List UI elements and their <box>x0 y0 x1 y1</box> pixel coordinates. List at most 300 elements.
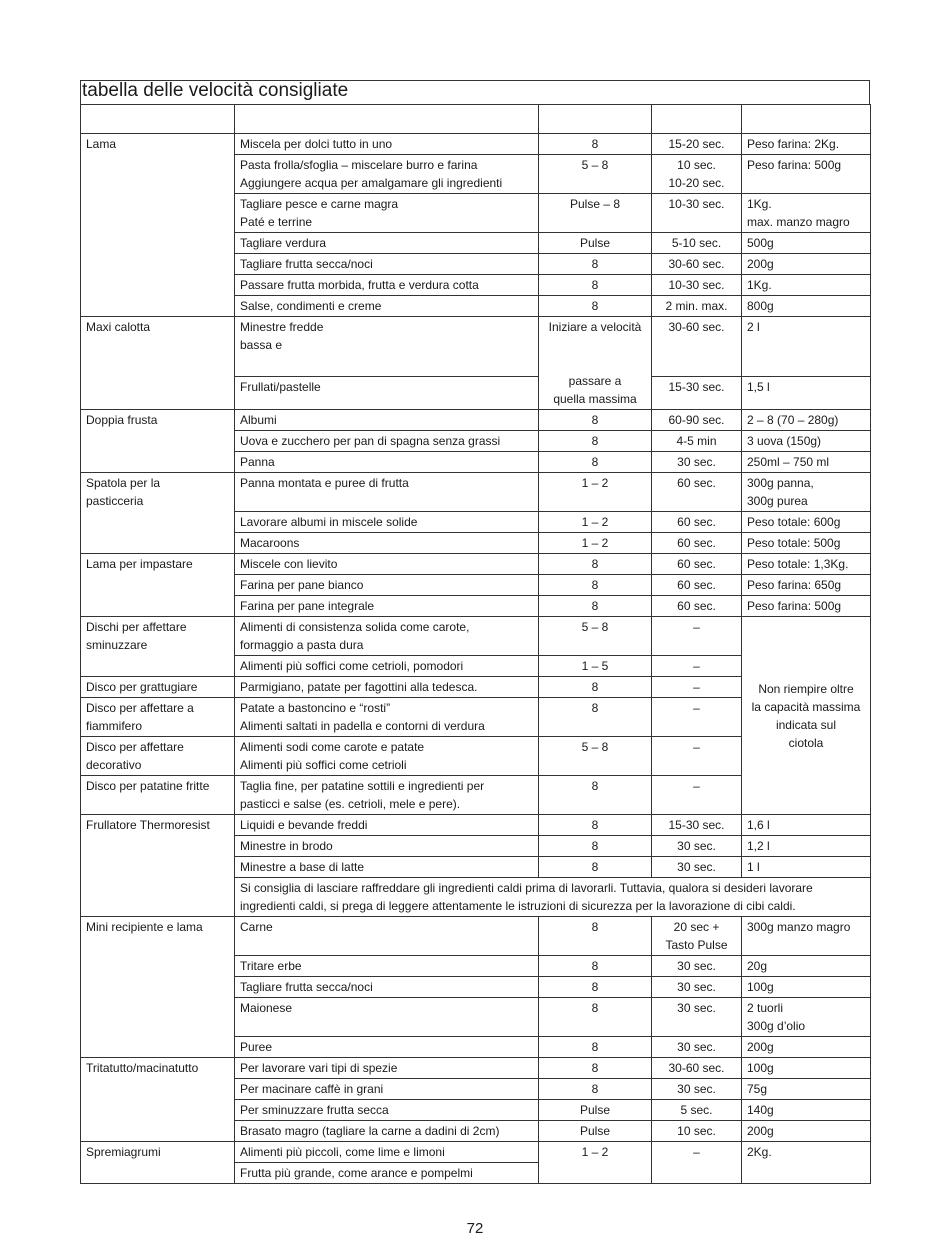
quantity-cell-line: 200g <box>747 257 774 271</box>
attachment-cell <box>81 737 235 776</box>
use-cell <box>235 617 539 656</box>
use-cell-line: Passare frutta morbida, frutta e verdura cotta <box>240 278 479 292</box>
use-cell-line: Alimenti di consistenza solida come carote, <box>240 620 470 634</box>
attachment-cell-line: fiammifero <box>86 719 143 733</box>
use-cell <box>235 1079 539 1100</box>
time-cell-line: 4-5 min <box>676 434 717 448</box>
speed-cell-line: 8 <box>591 578 599 592</box>
attachment-cell <box>81 815 235 917</box>
speed-cell <box>539 155 652 194</box>
quantity-cell-line: 1,5 l <box>747 380 770 395</box>
use-cell <box>235 473 539 512</box>
use-cell-line: Patate a bastoncino e “rosti” <box>240 701 391 715</box>
use-cell <box>235 815 539 836</box>
quantity-cell <box>742 857 871 878</box>
attachment-cell-line: pasticceria <box>86 494 144 508</box>
speed-cell <box>539 1037 652 1058</box>
quantity-cell <box>742 296 871 317</box>
quantity-cell <box>742 194 871 233</box>
quantity-cell-line: 200g <box>747 1040 774 1054</box>
quantity-cell <box>742 1079 871 1100</box>
header-cell <box>81 105 235 134</box>
use-cell <box>235 194 539 233</box>
quantity-cell <box>742 956 871 977</box>
quantity-cell-line: 1Kg. <box>747 197 772 211</box>
speed-cell-line: 8 <box>591 557 599 571</box>
quantity-cell-line: 800g <box>747 299 774 313</box>
time-cell-line: – <box>693 620 700 634</box>
time-cell-line: – <box>693 740 700 754</box>
speed-cell <box>539 533 652 554</box>
speed-cell <box>539 275 652 296</box>
speed-table-document <box>80 80 870 1184</box>
quantity-cell-line: 20g <box>747 959 768 973</box>
speed-cell-line: 5 – 8 <box>581 158 609 172</box>
table-row <box>81 917 871 956</box>
quantity-cell-line: Peso farina: 2Kg. <box>747 137 840 151</box>
time-cell <box>652 836 742 857</box>
time-cell <box>652 410 742 431</box>
speed-cell-line: Pulse <box>579 1124 611 1138</box>
quantity-cell-line: 2 l <box>747 320 760 334</box>
use-cell <box>235 656 539 677</box>
use-cell <box>235 317 539 377</box>
recommended-speeds-table <box>80 104 871 1184</box>
speed-cell <box>539 410 652 431</box>
time-cell <box>652 1121 742 1142</box>
speed-cell-line: 1 – 2 <box>581 536 609 550</box>
table-row <box>81 410 871 431</box>
speed-cell-line: 8 <box>591 599 599 613</box>
attachment-cell <box>81 917 235 1058</box>
time-cell <box>652 512 742 533</box>
speed-cell <box>539 698 652 737</box>
time-cell-line: 60 sec. <box>677 515 716 529</box>
time-cell-line: 60 sec. <box>677 536 716 550</box>
quantity-cell-line: 1,6 l <box>747 818 770 832</box>
attachment-cell-line: Disco per affettare <box>86 740 184 754</box>
time-cell <box>652 737 742 776</box>
header-cell <box>235 105 539 134</box>
time-cell-line: – <box>693 680 700 694</box>
attachment-cell-line: Disco per grattugiare <box>86 680 198 694</box>
attachment-cell-line: Doppia frusta <box>86 413 158 427</box>
quantity-cell <box>742 1121 871 1142</box>
speed-cell <box>539 1142 652 1184</box>
attachment-cell <box>81 1142 235 1184</box>
header-row <box>81 105 871 134</box>
speed-cell-line: 8 <box>591 137 599 151</box>
time-cell-line: 30 sec. <box>677 860 716 874</box>
quantity-cell-line: 500g <box>747 236 774 250</box>
time-cell-line: 30 sec. <box>677 959 716 973</box>
time-cell-line: 10 sec. <box>677 1124 716 1138</box>
use-cell <box>235 677 539 698</box>
use-cell-line: Miscele con lievito <box>240 557 338 571</box>
speed-cell-line: 8 <box>591 299 599 313</box>
quantity-cell-line: 75g <box>747 1082 768 1096</box>
speed-cell <box>539 677 652 698</box>
speed-cell <box>539 296 652 317</box>
speed-cell <box>539 554 652 575</box>
quantity-cell-line: 2Kg. <box>747 1145 772 1159</box>
time-cell <box>652 698 742 737</box>
speed-cell-line: 8 <box>591 860 599 874</box>
use-cell-line: pasticci e salse (es. cetrioli, mele e pere). <box>240 797 461 811</box>
use-cell-line: Macaroons <box>240 536 300 550</box>
quantity-cell <box>742 533 871 554</box>
use-cell-line: Tagliare pesce e carne magra <box>240 197 399 211</box>
use-cell-line: Per lavorare vari tipi di spezie <box>240 1061 398 1075</box>
use-cell <box>235 575 539 596</box>
quantity-cell-line: Peso totale: 500g <box>747 536 841 550</box>
quantity-cell <box>742 134 871 155</box>
speed-cell <box>539 512 652 533</box>
use-cell <box>235 1100 539 1121</box>
speed-cell <box>539 1079 652 1100</box>
speed-cell-line: 8 <box>591 980 599 994</box>
time-cell-line: 5-10 sec. <box>671 236 722 250</box>
table-row <box>81 815 871 836</box>
speed-cell <box>539 452 652 473</box>
use-cell-line: Parmigiano, patate per fagottini alla tedesca. <box>240 680 478 694</box>
speed-cell-line: 1 – 2 <box>581 476 609 490</box>
time-cell <box>652 254 742 275</box>
header-cell <box>652 105 742 134</box>
attachment-cell <box>81 1058 235 1142</box>
speed-cell <box>539 575 652 596</box>
speed-cell-line: quella massima <box>553 392 637 406</box>
speed-cell-line: 8 <box>591 1061 599 1075</box>
quantity-cell <box>742 1058 871 1079</box>
quantity-cell-line: 300g d’olio <box>747 1019 806 1033</box>
quantity-cell-line: 2 – 8 (70 – 280g) <box>747 413 839 427</box>
speed-cell <box>539 194 652 233</box>
attachment-cell <box>81 134 235 317</box>
quantity-cell-line: 250ml – 750 ml <box>747 455 830 469</box>
use-cell <box>235 857 539 878</box>
use-cell <box>235 776 539 815</box>
quantity-cell-line: 1Kg. <box>747 278 772 292</box>
attachment-cell-line: Spremiagrumi <box>86 1145 161 1159</box>
use-cell <box>235 1037 539 1058</box>
quantity-cell-line: 200g <box>747 1124 774 1138</box>
speed-cell <box>539 1121 652 1142</box>
speed-cell-line: 8 <box>591 818 599 832</box>
use-cell-line: Brasato magro (tagliare la carne a dadini di 2cm) <box>240 1124 500 1138</box>
use-cell-line: Minestre a base di latte <box>240 860 365 874</box>
use-cell-line: Alimenti saltati in padella e contorni di verdura <box>240 719 485 733</box>
time-cell <box>652 1037 742 1058</box>
time-cell <box>652 377 742 410</box>
attachment-cell-line: Lama per impastare <box>86 557 193 571</box>
use-cell-line: Tagliare frutta secca/noci <box>240 980 373 994</box>
quantity-cell <box>742 1037 871 1058</box>
use-cell <box>235 698 539 737</box>
time-cell <box>652 194 742 233</box>
time-cell <box>652 977 742 998</box>
speed-cell <box>539 1100 652 1121</box>
speed-cell-line: 8 <box>591 839 599 853</box>
speed-cell-line: Pulse <box>579 1103 611 1117</box>
attachment-cell-line: Lama <box>86 137 117 151</box>
use-cell <box>235 977 539 998</box>
time-cell-line: – <box>693 701 700 715</box>
attachment-cell <box>81 554 235 617</box>
quantity-cell <box>742 275 871 296</box>
use-cell <box>235 410 539 431</box>
quantity-cell <box>742 917 871 956</box>
disc-capacity-note-line: indicata sul <box>775 717 837 732</box>
time-cell-line: 10-30 sec. <box>668 278 725 292</box>
safety-note-cell-line: ingredienti caldi, si prega di leggere attentamente le istruzioni di sicurezza per la lavorazione di cibi caldi. <box>240 899 796 913</box>
attachment-cell <box>81 776 235 815</box>
time-cell-line: 60 sec. <box>677 557 716 571</box>
use-cell-line: Albumi <box>240 413 277 427</box>
time-cell <box>652 296 742 317</box>
use-cell-line: Pasta frolla/sfoglia – miscelare burro e farina <box>240 158 478 172</box>
use-cell-line: Alimenti più soffici come cetrioli, pomodori <box>240 659 464 673</box>
use-cell <box>235 452 539 473</box>
time-cell <box>652 155 742 194</box>
time-cell <box>652 998 742 1037</box>
quantity-cell <box>742 317 871 377</box>
attachment-cell-line: Disco per patatine fritte <box>86 779 210 793</box>
use-cell-line: Liquidi e bevande freddi <box>240 818 368 832</box>
time-cell <box>652 617 742 656</box>
page-number: 72 <box>466 1220 484 1237</box>
time-cell <box>652 857 742 878</box>
speed-cell <box>539 998 652 1037</box>
quantity-cell-line: 300g manzo magro <box>747 920 851 934</box>
use-cell-line: Salse, condimenti e creme <box>240 299 382 313</box>
speed-cell <box>539 317 652 410</box>
use-cell-line: formaggio a pasta dura <box>240 638 364 652</box>
use-cell-line: Farina per pane bianco <box>240 578 364 592</box>
use-cell <box>235 1163 539 1184</box>
header-cell <box>742 105 871 134</box>
speed-cell-line: 5 – 8 <box>581 620 609 634</box>
speed-cell <box>539 917 652 956</box>
quantity-cell-line: 2 tuorli <box>747 1001 784 1015</box>
use-cell-line: Alimenti sodi come carote e patate <box>240 740 425 754</box>
table-row <box>81 473 871 512</box>
quantity-cell <box>742 431 871 452</box>
speed-cell <box>539 815 652 836</box>
speed-cell <box>539 956 652 977</box>
quantity-cell-line: 300g panna, <box>747 476 814 490</box>
quantity-cell-line: Peso totale: 1,3Kg. <box>747 557 849 571</box>
quantity-cell-line: Peso totale: 600g <box>747 515 841 529</box>
use-cell <box>235 512 539 533</box>
time-cell-line: 30 sec. <box>677 839 716 853</box>
use-cell-line: Frullati/pastelle <box>240 380 321 395</box>
speed-cell <box>539 776 652 815</box>
use-cell <box>235 836 539 857</box>
speed-cell-line: 5 – 8 <box>581 740 609 754</box>
disc-capacity-note-line: ciotola <box>788 735 824 750</box>
use-cell <box>235 596 539 617</box>
speed-cell <box>539 617 652 656</box>
quantity-cell-line: max. manzo magro <box>747 215 850 229</box>
attachment-cell-line: Tritatutto/macinatutto <box>86 1061 199 1075</box>
use-cell-line: Miscela per dolci tutto in uno <box>240 137 393 151</box>
use-cell <box>235 275 539 296</box>
use-cell-line: Tagliare frutta secca/noci <box>240 257 373 271</box>
time-cell-line: 2 min. max. <box>665 299 728 313</box>
quantity-cell-line: 140g <box>747 1103 774 1117</box>
safety-note-cell-line: Si consiglia di lasciare raffreddare gli ingredienti caldi prima di lavorarli. Tuttavia, qualora si desideri lavorare <box>240 881 813 895</box>
use-cell-line: Carne <box>240 920 273 934</box>
quantity-cell <box>742 815 871 836</box>
table-row <box>81 134 871 155</box>
time-cell-line: 60 sec. <box>677 476 716 490</box>
speed-cell-line: Pulse <box>579 236 611 250</box>
time-cell-line: 10 sec. <box>677 158 716 172</box>
quantity-cell <box>742 452 871 473</box>
time-cell <box>652 1142 742 1184</box>
use-cell <box>235 254 539 275</box>
use-cell-line: Taglia fine, per patatine sottili e ingredienti per <box>240 779 485 793</box>
time-cell-line: 60 sec. <box>677 599 716 613</box>
quantity-cell <box>742 1100 871 1121</box>
attachment-cell <box>81 617 235 677</box>
speed-cell-line: 8 <box>591 1082 599 1096</box>
speed-cell <box>539 134 652 155</box>
time-cell-line: – <box>693 779 700 793</box>
speed-cell <box>539 1058 652 1079</box>
speed-cell-line: 8 <box>591 1040 599 1054</box>
use-cell-line: Tagliare verdura <box>240 236 327 250</box>
time-cell <box>652 452 742 473</box>
use-cell-line: Aggiungere acqua per amalgamare gli ingredienti <box>240 176 503 190</box>
speed-cell-line: passare a <box>568 374 622 388</box>
attachment-cell-line: Dischi per affettare <box>86 620 187 634</box>
speed-cell-line: 8 <box>591 278 599 292</box>
speed-cell <box>539 233 652 254</box>
use-cell-line: Alimenti più piccoli, come lime e limoni <box>240 1145 445 1159</box>
time-cell-line: Tasto Pulse <box>665 938 728 952</box>
speed-cell-line: 8 <box>591 920 599 934</box>
time-cell <box>652 596 742 617</box>
time-cell-line: 15-30 sec. <box>668 818 725 832</box>
time-cell-line: – <box>693 1145 700 1159</box>
time-cell-line: 60 sec. <box>677 578 716 592</box>
speed-cell-line: 8 <box>591 257 599 271</box>
time-cell <box>652 956 742 977</box>
page-title: tabella delle velocità consigliate <box>80 80 870 104</box>
quantity-cell <box>742 836 871 857</box>
speed-cell <box>539 656 652 677</box>
time-cell <box>652 917 742 956</box>
use-cell <box>235 1058 539 1079</box>
speed-cell-line: 8 <box>591 455 599 469</box>
use-cell <box>235 377 539 410</box>
table-row <box>81 554 871 575</box>
use-cell-line: Paté e terrine <box>240 215 313 229</box>
time-cell-line: 10-20 sec. <box>668 176 725 190</box>
speed-cell-line: 8 <box>591 701 599 715</box>
time-cell-line: 30-60 sec. <box>668 1061 725 1075</box>
time-cell <box>652 317 742 377</box>
attachment-cell-line: sminuzzare <box>86 638 148 652</box>
use-cell-line: Farina per pane integrale <box>240 599 375 613</box>
quantity-cell <box>742 554 871 575</box>
time-cell <box>652 1079 742 1100</box>
speed-cell-line: 8 <box>591 1001 599 1015</box>
use-cell <box>235 1142 539 1163</box>
quantity-cell-line: 3 uova (150g) <box>747 434 822 448</box>
attachment-cell <box>81 410 235 473</box>
time-cell-line: 30 sec. <box>677 1040 716 1054</box>
time-cell <box>652 431 742 452</box>
speed-cell-line: 1 – 2 <box>581 515 609 529</box>
table-row <box>81 1058 871 1079</box>
use-cell <box>235 917 539 956</box>
speed-cell-line: Pulse – 8 <box>569 197 621 211</box>
speed-cell-line: 1 – 5 <box>581 659 609 673</box>
time-cell <box>652 134 742 155</box>
speed-cell <box>539 473 652 512</box>
time-cell-line: 15-20 sec. <box>668 137 725 151</box>
speed-cell-line: Iniziare a velocità <box>548 320 642 334</box>
attachment-cell <box>81 677 235 698</box>
disc-capacity-note <box>742 617 871 815</box>
time-cell-line: 15-30 sec. <box>668 380 725 395</box>
table-row <box>81 317 871 377</box>
quantity-cell <box>742 410 871 431</box>
use-cell <box>235 956 539 977</box>
speed-cell <box>539 857 652 878</box>
time-cell <box>652 533 742 554</box>
attachment-cell-line: Mini recipiente e lama <box>86 920 203 934</box>
time-cell <box>652 575 742 596</box>
use-cell-line: Panna <box>240 455 275 469</box>
table-row <box>81 617 871 656</box>
speed-cell-line <box>541 354 649 372</box>
use-cell <box>235 431 539 452</box>
speed-cell-line: 1 – 2 <box>581 1145 609 1159</box>
quantity-cell <box>742 977 871 998</box>
use-cell <box>235 737 539 776</box>
quantity-cell <box>742 377 871 410</box>
use-cell-line: Puree <box>240 1040 273 1054</box>
time-cell <box>652 473 742 512</box>
speed-cell <box>539 254 652 275</box>
use-cell-line: Frutta più grande, come arance e pompelmi <box>240 1166 473 1180</box>
use-cell <box>235 155 539 194</box>
speed-cell <box>539 737 652 776</box>
quantity-cell <box>742 473 871 512</box>
quantity-cell-line: Peso farina: 650g <box>747 578 842 592</box>
attachment-cell-line: Maxi calotta <box>86 320 151 334</box>
time-cell <box>652 815 742 836</box>
use-cell-line: Per macinare caffè in grani <box>240 1082 384 1096</box>
time-cell-line: 5 sec. <box>680 1103 713 1117</box>
time-cell-line: 20 sec + <box>673 920 720 934</box>
time-cell <box>652 776 742 815</box>
use-cell <box>235 1121 539 1142</box>
quantity-cell <box>742 596 871 617</box>
quantity-cell <box>742 512 871 533</box>
use-cell <box>235 533 539 554</box>
safety-note-cell <box>235 878 871 917</box>
quantity-cell-line: 1,2 l <box>747 839 770 853</box>
speed-cell <box>539 596 652 617</box>
time-cell <box>652 656 742 677</box>
speed-cell-line: 8 <box>591 680 599 694</box>
use-cell-line: bassa e <box>240 338 283 352</box>
